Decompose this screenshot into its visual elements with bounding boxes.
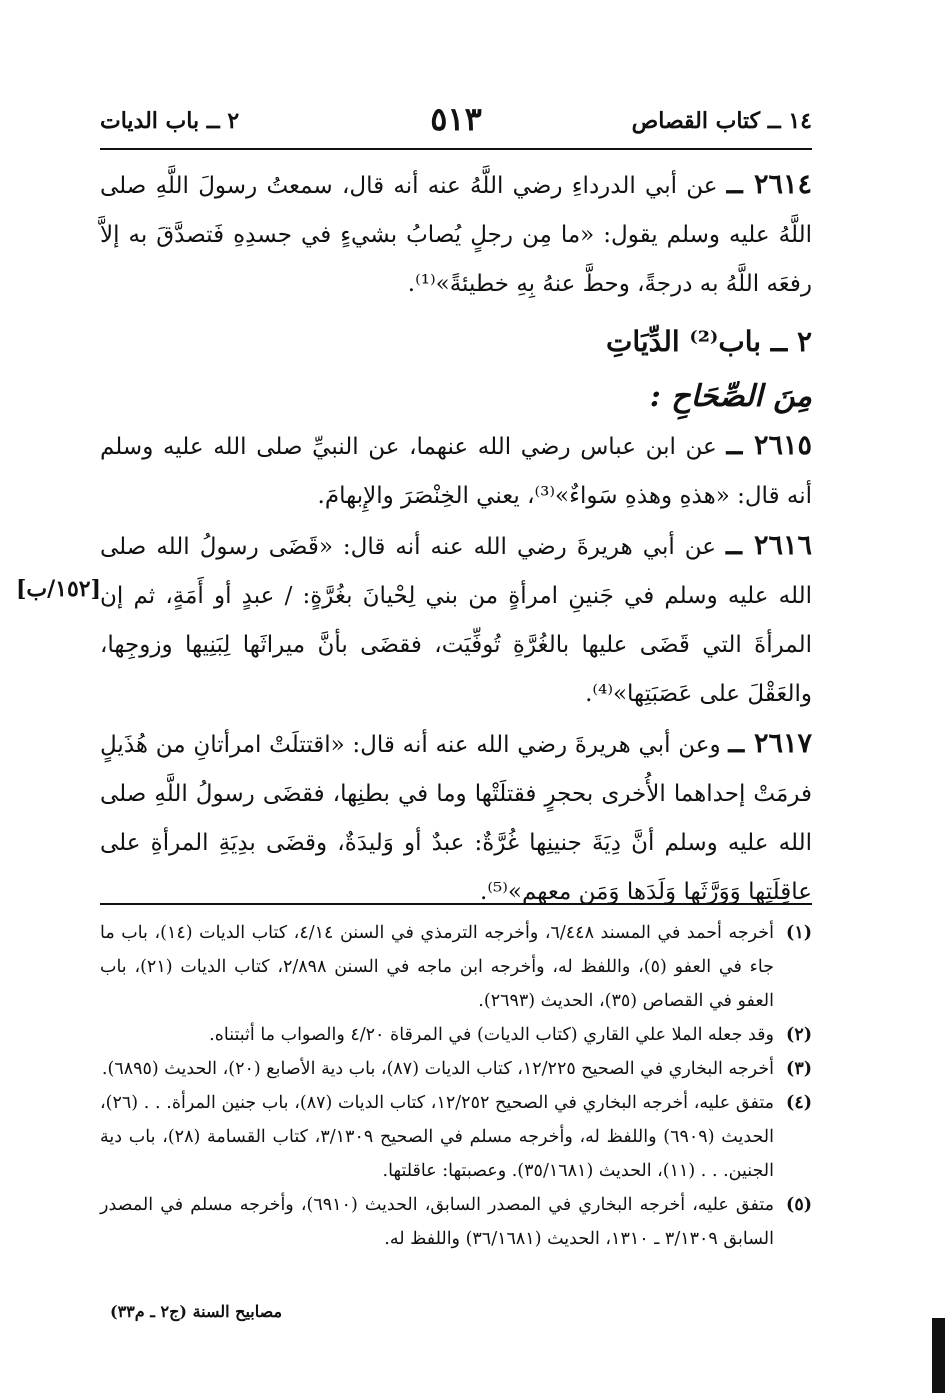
hadith-text: وعن أبي هريرةَ رضي الله عنه أنه قال: «اقتتلَتْ امرأتانِ من هُذَيلٍ فرمَتْ إحداهما الأُخرى بحجرٍ فقتلَتْها وما في بطنِها، فقضَى رسولُ اللَّهِ صلى الله عليه وسلم أنَّ دِيَةَ جنينِها غُرَّةٌ: عبدٌ أو وَليدَةٌ، وقضَى بدِيَةِ المرأةِ على عاقِلَتِها وَوَرَّثَها وَلَدَها وَمَن معهم»⁽⁵⁾. xyxy=(100,732,812,905)
footnote-text: متفق عليه، أخرجه البخاري في الصحيح ١٢/٢٥٢، كتاب الديات (٨٧)، باب جنين المرأة. . . (٢٦)، الحديث (٦٩٠٩) واللفظ له، وأخرجه مسلم في الصحيح ٣/١٣٠٩، كتاب القسامة (٢٨)، باب دية الجنين. . . (١١)، الحديث (٣٥/١٦٨١). وعصبتها: عاقلتها. xyxy=(100,1093,775,1181)
hadith-text: عن أبي هريرةَ رضي الله عنه أنه قال: «قَضَى رسولُ الله صلى الله عليه وسلم في جَنينِ امرأةٍ من بني لِحْيانَ بغُرَّةٍ: / عبدٍ أو أَمَةٍ، ثم إن المرأةَ التي قَضَى عليها بالغُرَّةِ تُوفِّيَت، فقضَى بأنَّ ميراثَها لِبَنِيها وزوجِها، والعَقْلَ على عَصَبَتِها»⁽⁴⁾. xyxy=(100,534,812,707)
scan-edge xyxy=(932,1318,945,1393)
footnote xyxy=(100,1052,812,1086)
footnote-number: (٢) xyxy=(786,1025,812,1045)
manuscript-folio-ref: [١٥٢/ب] xyxy=(16,576,102,602)
signature-mark: مصابيح السنة (ج٢ ـ م٣٣) xyxy=(110,1302,283,1321)
footnote-text: متفق عليه، أخرجه البخاري في المصدر السابق، الحديث (٦٩١٠)، وأخرجه مسلم في المصدر السابق ٣/١٣٠٩ ـ ١٣١٠، الحديث (٣٦/١٦٨١) واللفظ له. xyxy=(100,1195,775,1249)
footnotes xyxy=(100,916,812,1256)
footnote-number: (٣) xyxy=(786,1059,812,1079)
footnote-number: (١) xyxy=(786,923,812,943)
header-section: ٢ ــ باب الديات xyxy=(100,108,240,134)
hadith-text: عن ابن عباس رضي الله عنهما، عن النبيِّ صلى الله عليه وسلم أنه قال: «هذهِ وهذهِ سَواءٌ»⁽³⁾، يعني الخِنْصَرَ والإِبهامَ. xyxy=(100,434,812,509)
main-text xyxy=(100,160,812,917)
footnote-rule xyxy=(100,903,812,905)
footnote xyxy=(100,1018,812,1052)
hadith-2616 xyxy=(100,521,812,719)
section-heading: مِنَ الصِّحَاحِ : xyxy=(649,379,812,414)
footnote-number: (٤) xyxy=(786,1093,812,1113)
footnote-text: أخرجه أحمد في المسند ٦/٤٤٨، وأخرجه الترمذي في السنن ٤/١٤، كتاب الديات (١٤)، باب ما جاء في العفو (٥)، واللفظ له، وأخرجه ابن ماجه في السنن ٢/٨٩٨، كتاب الديات (٢١)، باب العفو في القصاص (٣٥)، الحديث (٢٦٩٣). xyxy=(100,923,774,1011)
hadith-number: ٢٦١٧ ــ xyxy=(728,728,813,759)
footnote-number: (٥) xyxy=(786,1195,812,1215)
header-rule xyxy=(100,148,812,150)
hadith-text: عن أبي الدرداءِ رضي اللَّهُ عنه أنه قال، سمعتُ رسولَ اللَّهِ صلى اللَّهُ عليه وسلم يقول: «ما مِن رجلٍ يُصابُ بشيءٍ في جسدِهِ فَتصدَّقَ به إلاَّ رفعَه اللَّهُ به درجةً، وحطَّ عنهُ بِهِ خطيئةً»⁽¹⁾. xyxy=(100,173,812,297)
footnote-text: وقد جعله الملا علي القاري (كتاب الديات) في المرقاة ٤/٢٠ والصواب ما أثبتناه. xyxy=(209,1025,774,1045)
hadith-2617 xyxy=(100,719,812,917)
hadith-number: ٢٦١٦ ــ xyxy=(726,530,812,561)
hadith-2615 xyxy=(100,421,812,521)
footnote xyxy=(100,916,812,1018)
footnote xyxy=(100,1086,812,1188)
footnote xyxy=(100,1188,812,1256)
running-header xyxy=(100,100,812,144)
page-number: ٥١٣ xyxy=(430,100,482,138)
hadith-number: ٢٦١٤ ــ xyxy=(726,169,812,200)
hadith-number: ٢٦١٥ ــ xyxy=(726,430,813,461)
chapter-title: ٢ ــ باب⁽²⁾ الدِّيَاتِ xyxy=(605,325,812,358)
hadith-2614 xyxy=(100,160,812,309)
header-chapter: ١٤ ــ كتاب القصاص xyxy=(631,108,812,134)
footnote-text: أخرجه البخاري في الصحيح ١٢/٢٢٥، كتاب الديات (٨٧)، باب دية الأصابع (٢٠)، الحديث (٦٨٩٥). xyxy=(101,1059,774,1079)
